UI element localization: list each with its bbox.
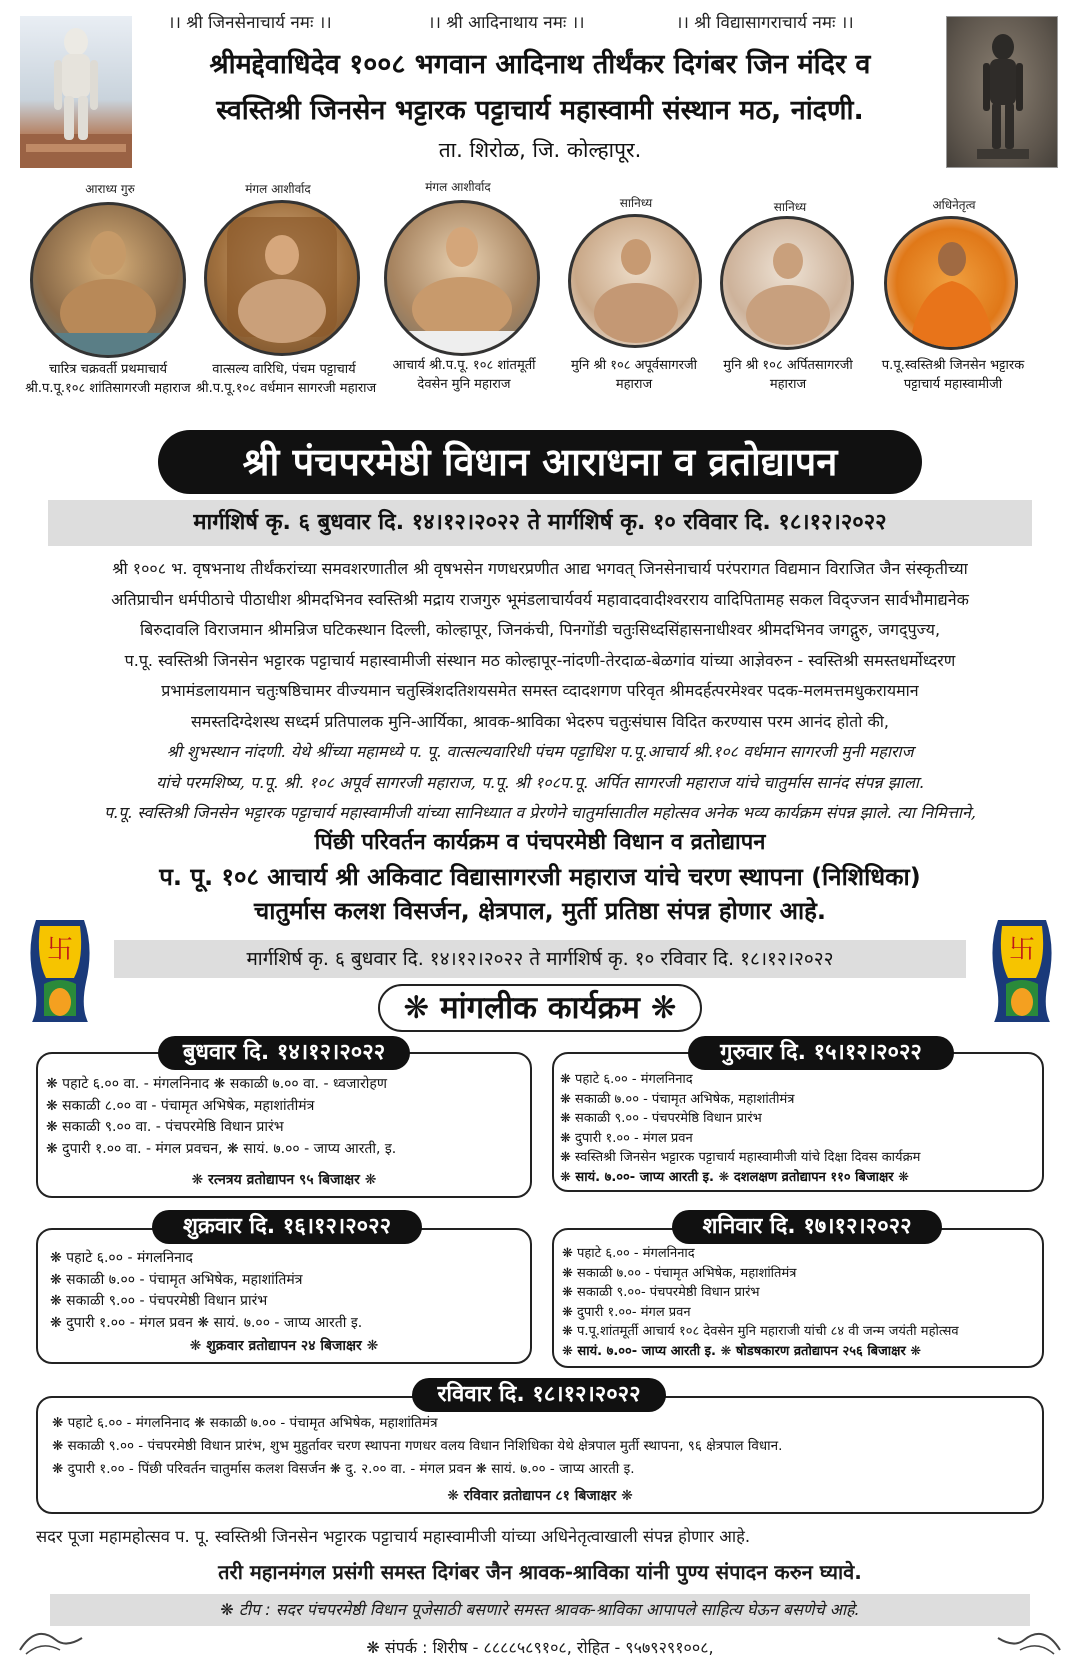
bahubali-statue-image xyxy=(20,16,132,168)
vrata-sunday: ❋ रविवार व्रतोद्यापन ८१ बिजाक्षर ❋ xyxy=(447,1488,633,1504)
day-items-wednesday xyxy=(46,1074,526,1160)
paragraph-line: बिरुदावलि विराजमान श्रीमन्रिज घटिकस्थान दिल्ली, कोल्हापूर, जिनकंची, पिनगोंडी चतुःसिध्दसिंहासनाधीश्वर श्रीमदभिनव जगद्गुरु, जगद्पुज्य, xyxy=(139,620,941,639)
program-title: ❋ मांगलीक कार्यक्रम ❋ xyxy=(378,984,702,1032)
paragraph-italic-line: श्री शुभस्थान नांदणी. येथे श्रींच्या महामध्ये प. पू. वात्सल्यवारिधी पंचम पट्टाधिश प.पू.आचार्य श्री.१०८ वर्धमान सागरजी मुनी महाराज xyxy=(166,742,914,761)
announcement-line: चातुर्मास कलश विसर्जन, क्षेत्रपाल, मुर्ती प्रतिष्ठा संपन्न होणार आहे. xyxy=(254,897,826,925)
schedule-item: ❋ पहाटे ६.०० वा. - मंगलनिनाद ❋ सकाळी ७.०० वा. - ध्वजारोहण xyxy=(46,1076,387,1092)
portrait-caption-line1: आचार्य श्री.प.पू. १०८ शांतमूर्ती xyxy=(392,358,536,373)
portrait-caption-line1: मुनि श्री १०८ अपूर्वसागरजी xyxy=(571,358,697,373)
temple-location: ता. शिरोळ, जि. कोल्हापूर. xyxy=(438,138,642,162)
portrait-caption-line2: महाराज xyxy=(769,377,807,392)
invitation-paragraph xyxy=(28,554,1052,829)
svg-text:卐: 卐 xyxy=(46,935,74,965)
schedule-item: ❋ पहाटे ६.०० - मंगलनिनाद ❋ सकाळी ७.०० - पंचामृत अभिषेक, महाशांतिमंत्र xyxy=(52,1415,438,1431)
temple-title-line2: स्वस्तिश्री जिनसेन भट्टारक पट्टाचार्य महास्वामी संस्थान मठ, नांदणी. xyxy=(216,95,864,126)
schedule-item: ❋ पहाटे ६.०० - मंगलनिनाद xyxy=(560,1072,693,1087)
portrait-role: अधिनेतृत्व xyxy=(932,198,976,212)
portrait-arpitsagar xyxy=(720,216,854,350)
schedule-item: ❋ दुपारी १.०० - मंगल प्रवन xyxy=(560,1130,693,1146)
schedule-item: ❋ सकाळी ९.००- पंचपरमेष्ठी विधान प्रारंभ xyxy=(562,1285,760,1300)
vrata-wednesday: ❋ रत्नत्रय व्रतोद्यापन ९५ बिजाक्षर ❋ xyxy=(191,1172,377,1188)
portrait-apurvasagar xyxy=(568,214,702,348)
schedule-item: ❋ सकाळी ७.०० - पंचामृत अभिषेक, महाशांतिमंत्र xyxy=(562,1265,797,1281)
footer-note: ❋ टीप : सदर पंचपरमेष्ठी विधान पूजेसाठी बसणारे समस्त श्रावक-श्राविका आपापले साहित्य घेऊन बसणेचे आहे. xyxy=(50,1594,1030,1626)
footer-line2: तरी महानमंगल प्रसंगी समस्त दिगंबर जैन श्रावक-श्राविका यांनी पुण्य संपादन करुन घ्यावे. xyxy=(218,1560,862,1584)
invocation-right: ।। श्री विद्यासागराचार्य नमः ।। xyxy=(676,13,854,33)
announcement-line: प. पू. १०८ आचार्य श्री अकिवाट विद्यासागरजी महाराज यांचे चरण स्थापना (निशिधिका) xyxy=(159,863,921,891)
portrait-role: मंगल आशीर्वाद xyxy=(245,182,311,196)
portrait-caption xyxy=(376,356,552,394)
temple-title-line1: श्रीमद्देवाधिदेव १००८ भगवान आदिनाथ तीर्थंकर दिगंबर जिन मंदिर व xyxy=(209,49,871,80)
portrait-role: सानिध्य xyxy=(773,200,807,214)
day-label-friday: शुक्रवार दि. १६।१२।२०२२ xyxy=(152,1210,422,1244)
day-items-thursday xyxy=(560,1070,1038,1187)
schedule-item: ❋ सकाळी ९.०० - पंचपरमेष्ठी विधान प्रारंभ, शुभ मुहुर्तावर चरण स्थापना गणधर वलय विधान निशिधिका येथे क्षेत्रपाल मुर्ती स्थापना, ९६ क्षेत्रपाल विधान. xyxy=(52,1438,783,1454)
schedule-item: ❋ दुपारी १.००- मंगल प्रवन xyxy=(562,1304,691,1320)
portrait-caption-line2: श्री.प.पू.१०८ वर्धमान सागरजी महाराज xyxy=(196,381,377,396)
invocations-row xyxy=(0,10,1080,40)
jain-emblem-left-icon xyxy=(24,918,96,1032)
jain-emblem-right-icon xyxy=(986,918,1058,1032)
portrait-role: सानिध्य xyxy=(619,196,653,210)
paragraph-line: श्री १००८ भ. वृषभनाथ तीर्थंकरांच्या समवशरणातील श्री वृषभसेन गणधरप्रणीत आद्य भगवत् जिनसेनाचार्य परंपरागत विद्यमान विराजित जैन संस्कृतीच्या xyxy=(112,559,968,578)
portrait-caption xyxy=(706,356,870,394)
day-items-sunday xyxy=(52,1412,1040,1481)
portrait-role: आराध्य गुरु xyxy=(85,182,135,196)
schedule-item: ❋ सायं. ७.००- जाप्य आरती इ. ❋ दशलक्षण व्रतोद्यापन ११० बिजाक्षर ❋ xyxy=(560,1169,910,1185)
schedule-item: ❋ दुपारी १.०० वा. - मंगल प्रवचन, ❋ सायं. ७.०० - जाप्य आरती, इ. xyxy=(46,1140,397,1157)
paragraph-italic-line: प.पू. स्वस्तिश्री जिनसेन भट्टारक पट्टाचार्य महास्वामीजी यांच्या सानिध्यात व प्रेरणेने चातुर्मासातील महोत्सव अनेक भव्य कार्यक्रम संपन्न झाले. त्या निमित्ताने, xyxy=(103,803,976,822)
portrait-shantisagar xyxy=(30,202,186,358)
portrait-caption-line2: श्री.प.पू.१०८ शांतिसागरजी महाराज xyxy=(25,381,191,396)
paragraph-line: प.पू. स्वस्तिश्री जिनसेन भट्टारक पट्टाचार्य महास्वामीजी संस्थान मठ कोल्हापूर-नांदणी-तेरदाळ-बेळगांव यांच्या आज्ञेवरुन - स्वस्तिश्री समस्तधर्मोध्दरण xyxy=(124,650,956,670)
schedule-item: ❋ सकाळी ७.०० - पंचामृत अभिषेक, महाशांतिमंत्र xyxy=(50,1271,303,1288)
tirthankar-idol-image xyxy=(946,16,1058,168)
main-title-banner: श्री पंचपरमेष्ठी विधान आराधना व व्रतोद्यापन xyxy=(158,430,922,494)
invocation-center: ।। श्री आदिनाथाय नमः ।। xyxy=(428,13,585,33)
portrait-caption-line2: महाराज xyxy=(615,377,653,392)
announcement xyxy=(40,826,1040,928)
schedule-item: ❋ सकाळी ७.०० - पंचामृत अभिषेक, महाशांतीमंत्र xyxy=(560,1091,795,1107)
portrait-caption-line2: पट्टाचार्य महास्वामीजी xyxy=(903,377,1003,392)
portrait-role: मंगल आशीर्वाद xyxy=(425,180,491,194)
date-range-band: मार्गशिर्ष कृ. ६ बुधवार दि. १४।१२।२०२२ ते मार्गशिर्ष कृ. १० रविवार दि. १८।१२।२०२२ xyxy=(48,500,1032,546)
paragraph-line: अतिप्राचीन धर्मपीठाचे पीठाधीश श्रीमदभिनव स्वस्तिश्री मद्राय राजगुरु भूमंडलाचार्यवर्य महावादवादीश्वरराय वादिपितामह सकल विद्ज्जन सार्वभौमाद्यनेक xyxy=(111,589,969,609)
announcement-line: पिंछी परिवर्तन कार्यक्रम व पंचपरमेष्ठी विधान व व्रतोद्यापन xyxy=(314,830,766,855)
portrait-caption-line1: वात्सल्य वारिधि, पंचम पट्टाचार्य xyxy=(212,362,356,377)
portrait-caption-line1: प.पू.स्वस्तिश्री जिनसेन भट्टारक xyxy=(881,358,1025,373)
schedule-item: ❋ सकाळी ९.०० वा. - पंचपरमेष्ठि विधान प्रारंभ xyxy=(46,1119,284,1135)
day-label-thursday: गुरुवार दि. १५।१२।२०२२ xyxy=(688,1036,954,1070)
portrait-caption xyxy=(554,356,714,394)
portrait-caption xyxy=(868,356,1038,394)
schedule-item: ❋ सकाळी ९.०० - पंचपरमेष्ठी विधान प्रारंभ xyxy=(50,1293,268,1309)
portrait-caption-line1: चारित्र चक्रवर्ती प्रथमाचार्य xyxy=(49,362,167,377)
schedule-item: ❋ स्वस्तिश्री जिनसेन भट्टारक पट्टाचार्य महास्वामीजी यांचे दिक्षा दिवस कार्यक्रम xyxy=(560,1150,921,1165)
paragraph-line: समस्तदिग्देशस्थ सध्दर्म प्रतिपालक मुनि-आर्यिका, श्रावक-श्राविका भेदरुप चतुःसंघास विदित करण्यास परम आनंद होतो की, xyxy=(190,711,890,731)
flourish-right-icon xyxy=(994,1620,1064,1660)
day-label-wednesday: बुधवार दि. १४।१२।२०२२ xyxy=(158,1036,410,1070)
day-label-saturday: शनिवार दि. १७।१२।२०२२ xyxy=(672,1210,942,1244)
portrait-caption-line2: देवसेन मुनि महाराज xyxy=(417,377,511,392)
portrait-vardhamansagar xyxy=(204,200,360,356)
svg-text:卐: 卐 xyxy=(1008,935,1036,965)
schedule-item: ❋ सकाळी ९.०० - पंचपरमेष्ठि विधान प्रारंभ xyxy=(560,1111,762,1126)
schedule-item: ❋ दुपारी १.०० - मंगल प्रवन ❋ सायं. ७.०० - जाप्य आरती इ. xyxy=(50,1314,363,1331)
footer-line1: सदर पूजा महामहोत्सव प. पू. स्वस्तिश्री जिनसेन भट्टारक पट्टाचार्य महास्वामीजी यांच्या अधिनेतृत्वाखाली संपन्न होणार आहे. xyxy=(36,1527,751,1546)
schedule-item: ❋ पहाटे ६.०० - मंगलनिनाद xyxy=(562,1246,695,1261)
portrait-caption xyxy=(20,360,196,398)
schedule-item: ❋ प.पू.शांतमूर्ती आचार्य १०८ देवसेन मुनि महाराजी यांची ८४ वी जन्म जयंती महोत्सव xyxy=(562,1324,959,1339)
vrata-friday: ❋ शुक्रवार व्रतोद्यापन २४ बिजाक्षर ❋ xyxy=(189,1338,379,1354)
date-range-band-secondary: मार्गशिर्ष कृ. ६ बुधवार दि. १४।१२।२०२२ ते मार्गशिर्ष कृ. १० रविवार दि. १८।१२।२०२२ xyxy=(114,940,966,978)
paragraph-line: प्रभामंडलायमान चतुःषष्ठिचामर वीज्यमान चतुस्त्रिंशदतिशयसमेत समस्त व्दादशगण परिवृत श्रीमदर्हत्परमेश्वर पदक-मलमत्तमधुकरायमान xyxy=(161,681,919,700)
day-items-saturday xyxy=(562,1244,1040,1361)
schedule-item: ❋ सकाळी ८.०० वा - पंचामृत अभिषेक, महाशांतीमंत्र xyxy=(46,1097,315,1114)
portrait-devsen-muni xyxy=(384,200,540,356)
portrait-caption xyxy=(196,360,377,398)
paragraph-italic-line: यांचे परमशिष्य, प.पू. श्री. १०८ अपूर्व सागरजी महाराज, प.पू. श्री १०८प.पू. अर्पित सागरजी महाराज यांचे चातुर्मास सानंद संपन्न झाला. xyxy=(155,772,925,792)
contact-line: ❋ संपर्क : शिरीष - ८८८८५८९१०८, रोहित - ९५७९२९१००८, xyxy=(366,1638,714,1657)
invocation-left: ।। श्री जिनसेनाचार्य नमः ।। xyxy=(168,13,332,33)
day-label-sunday: रविवार दि. १८।१२।२०२२ xyxy=(412,1378,666,1412)
schedule-item: ❋ पहाटे ६.०० - मंगलनिनाद xyxy=(50,1250,193,1266)
schedule-item: ❋ दुपारी १.०० - पिंछी परिवर्तन चातुर्मास कलश विसर्जन ❋ दु. २.०० वा. - मंगल प्रवन ❋ सायं. ७.०० - जाप्य आरती इ. xyxy=(52,1461,635,1477)
day-items-friday xyxy=(50,1248,526,1334)
schedule-item: ❋ सायं. ७.००- जाप्य आरती इ. ❋ षोडषकारण व्रतोद्यापन २५६ बिजाक्षर ❋ xyxy=(562,1343,922,1359)
portrait-caption-line1: मुनि श्री १०८ अर्पितसागरजी xyxy=(723,358,853,373)
portrait-jinsen-bhattarak xyxy=(884,216,1018,350)
flourish-left-icon xyxy=(16,1620,86,1660)
